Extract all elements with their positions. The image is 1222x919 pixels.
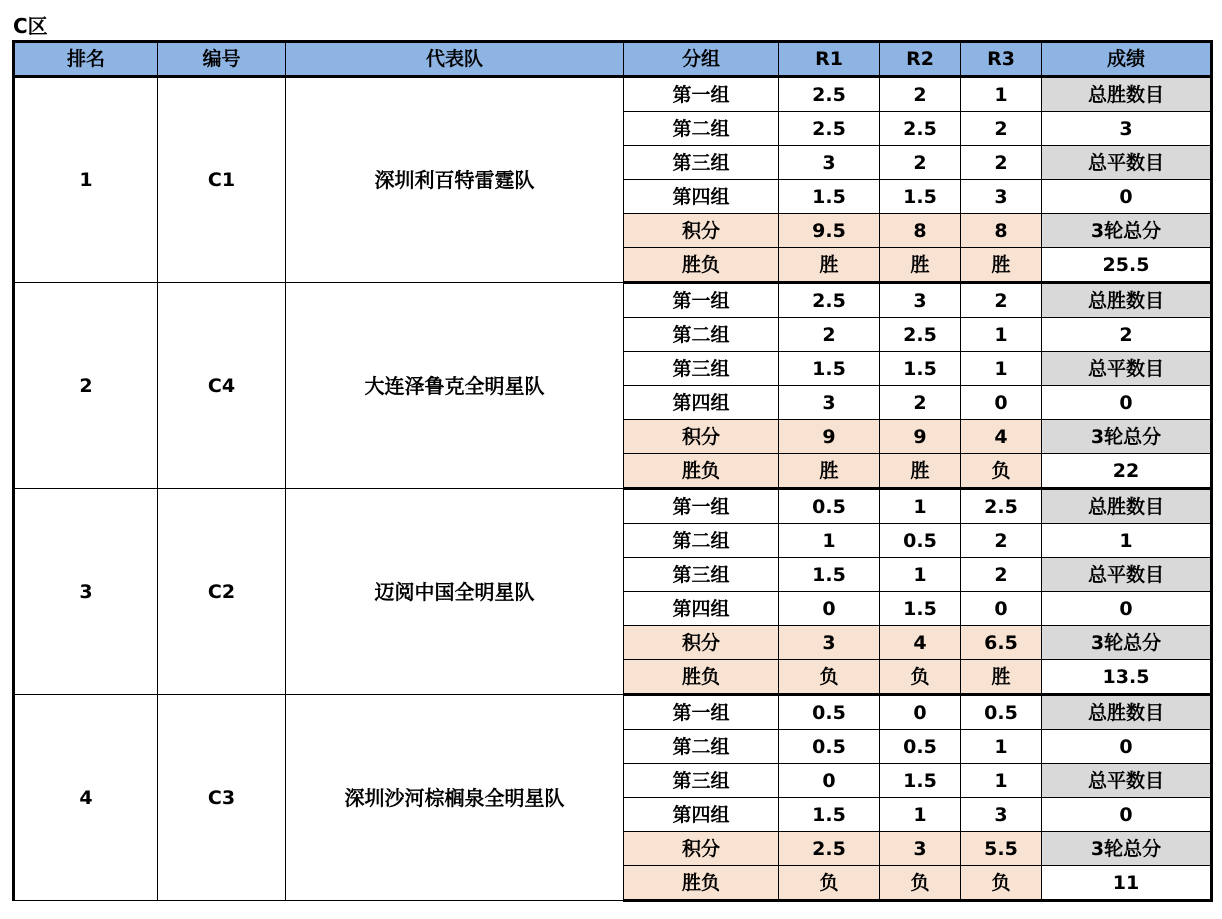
r1-score: 2.5	[779, 77, 880, 112]
team-code: C1	[158, 77, 286, 283]
group-label: 胜负	[624, 454, 779, 489]
result-label: 总平数目	[1042, 764, 1212, 798]
result-value: 2	[1042, 318, 1212, 352]
team-name: 深圳沙河棕榈泉全明星队	[286, 695, 624, 901]
r2-score: 胜	[880, 454, 961, 489]
r1-score: 3	[779, 626, 880, 660]
r1-score: 负	[779, 660, 880, 695]
group-label: 第二组	[624, 318, 779, 352]
header-r1: R1	[779, 42, 880, 77]
team-rank: 2	[14, 283, 158, 489]
r2-score: 4	[880, 626, 961, 660]
group-label: 第三组	[624, 352, 779, 386]
group-label: 第二组	[624, 730, 779, 764]
r1-score: 2.5	[779, 283, 880, 318]
r2-score: 2	[880, 77, 961, 112]
header-group: 分组	[624, 42, 779, 77]
result-value: 25.5	[1042, 248, 1212, 283]
group-label: 第一组	[624, 489, 779, 524]
team-rank: 1	[14, 77, 158, 283]
r2-score: 1.5	[880, 592, 961, 626]
result-label: 3轮总分	[1042, 420, 1212, 454]
team-name: 大连泽鲁克全明星队	[286, 283, 624, 489]
r1-score: 0.5	[779, 695, 880, 730]
r3-score: 1	[961, 318, 1042, 352]
group-label: 第四组	[624, 180, 779, 214]
group-label: 积分	[624, 214, 779, 248]
team-rank: 4	[14, 695, 158, 901]
team-block	[14, 77, 1212, 283]
group-label: 积分	[624, 832, 779, 866]
r2-score: 2	[880, 386, 961, 420]
result-value: 11	[1042, 866, 1212, 901]
group-label: 积分	[624, 420, 779, 454]
team-code: C2	[158, 489, 286, 695]
header-row	[14, 42, 1212, 77]
r1-score: 1.5	[779, 352, 880, 386]
header-r3: R3	[961, 42, 1042, 77]
r3-score: 4	[961, 420, 1042, 454]
result-label: 3轮总分	[1042, 832, 1212, 866]
r2-score: 胜	[880, 248, 961, 283]
r1-score: 2.5	[779, 832, 880, 866]
r1-score: 负	[779, 866, 880, 901]
r1-score: 胜	[779, 454, 880, 489]
result-label: 总胜数目	[1042, 77, 1212, 112]
result-value: 0	[1042, 386, 1212, 420]
r3-score: 8	[961, 214, 1042, 248]
r2-score: 0.5	[880, 524, 961, 558]
r2-score: 3	[880, 283, 961, 318]
group-label: 胜负	[624, 248, 779, 283]
r2-score: 2.5	[880, 112, 961, 146]
result-label: 3轮总分	[1042, 214, 1212, 248]
r1-score: 1.5	[779, 180, 880, 214]
group-label: 第四组	[624, 592, 779, 626]
table-row	[14, 77, 1212, 112]
r3-score: 0.5	[961, 695, 1042, 730]
table-row	[14, 283, 1212, 318]
table-row	[14, 489, 1212, 524]
group-label: 第四组	[624, 386, 779, 420]
r3-score: 1	[961, 730, 1042, 764]
r2-score: 3	[880, 832, 961, 866]
header-result: 成绩	[1042, 42, 1212, 77]
header-rank: 排名	[14, 42, 158, 77]
r2-score: 9	[880, 420, 961, 454]
result-value: 0	[1042, 798, 1212, 832]
r1-score: 9	[779, 420, 880, 454]
team-name: 深圳利百特雷霆队	[286, 77, 624, 283]
result-value: 0	[1042, 592, 1212, 626]
r2-score: 负	[880, 660, 961, 695]
result-label: 总平数目	[1042, 352, 1212, 386]
group-label: 第四组	[624, 798, 779, 832]
team-code: C4	[158, 283, 286, 489]
result-value: 0	[1042, 730, 1212, 764]
result-value: 22	[1042, 454, 1212, 489]
r2-score: 1.5	[880, 352, 961, 386]
r3-score: 2	[961, 146, 1042, 180]
r1-score: 0	[779, 592, 880, 626]
group-label: 第一组	[624, 283, 779, 318]
r1-score: 2	[779, 318, 880, 352]
r1-score: 0.5	[779, 730, 880, 764]
r1-score: 2.5	[779, 112, 880, 146]
header-r2: R2	[880, 42, 961, 77]
group-label: 第三组	[624, 146, 779, 180]
zone-title: C区	[13, 14, 48, 38]
r1-score: 3	[779, 146, 880, 180]
r2-score: 1.5	[880, 180, 961, 214]
r3-score: 1	[961, 352, 1042, 386]
r3-score: 负	[961, 454, 1042, 489]
r3-score: 胜	[961, 248, 1042, 283]
r1-score: 9.5	[779, 214, 880, 248]
r3-score: 1	[961, 77, 1042, 112]
r3-score: 负	[961, 866, 1042, 901]
r3-score: 0	[961, 592, 1042, 626]
r3-score: 0	[961, 386, 1042, 420]
result-label: 3轮总分	[1042, 626, 1212, 660]
team-block	[14, 695, 1212, 901]
r2-score: 0.5	[880, 730, 961, 764]
header-team: 代表队	[286, 42, 624, 77]
team-block	[14, 489, 1212, 695]
group-label: 第三组	[624, 558, 779, 592]
group-label: 积分	[624, 626, 779, 660]
result-value: 3	[1042, 112, 1212, 146]
r2-score: 1	[880, 798, 961, 832]
result-value: 1	[1042, 524, 1212, 558]
group-label: 第一组	[624, 695, 779, 730]
r2-score: 2.5	[880, 318, 961, 352]
r3-score: 2	[961, 524, 1042, 558]
group-label: 胜负	[624, 660, 779, 695]
r2-score: 1.5	[880, 764, 961, 798]
r1-score: 1	[779, 524, 880, 558]
r1-score: 0	[779, 764, 880, 798]
result-label: 总胜数目	[1042, 695, 1212, 730]
r3-score: 1	[961, 764, 1042, 798]
team-code: C3	[158, 695, 286, 901]
result-label: 总胜数目	[1042, 489, 1212, 524]
r1-score: 1.5	[779, 798, 880, 832]
r3-score: 2.5	[961, 489, 1042, 524]
result-label: 总平数目	[1042, 146, 1212, 180]
r1-score: 1.5	[779, 558, 880, 592]
r3-score: 胜	[961, 660, 1042, 695]
r1-score: 胜	[779, 248, 880, 283]
r2-score: 8	[880, 214, 961, 248]
r3-score: 3	[961, 180, 1042, 214]
r2-score: 0	[880, 695, 961, 730]
group-label: 第二组	[624, 524, 779, 558]
group-label: 第二组	[624, 112, 779, 146]
r2-score: 1	[880, 558, 961, 592]
group-label: 第一组	[624, 77, 779, 112]
team-rank: 3	[14, 489, 158, 695]
r2-score: 1	[880, 489, 961, 524]
table-row	[14, 695, 1212, 730]
r3-score: 6.5	[961, 626, 1042, 660]
r1-score: 3	[779, 386, 880, 420]
r2-score: 负	[880, 866, 961, 901]
r3-score: 3	[961, 798, 1042, 832]
r1-score: 0.5	[779, 489, 880, 524]
team-block	[14, 283, 1212, 489]
group-label: 第三组	[624, 764, 779, 798]
r3-score: 5.5	[961, 832, 1042, 866]
r3-score: 2	[961, 558, 1042, 592]
team-name: 迈阅中国全明星队	[286, 489, 624, 695]
r3-score: 2	[961, 283, 1042, 318]
group-label: 胜负	[624, 866, 779, 901]
r3-score: 2	[961, 112, 1042, 146]
result-label: 总胜数目	[1042, 283, 1212, 318]
result-label: 总平数目	[1042, 558, 1212, 592]
result-value: 13.5	[1042, 660, 1212, 695]
result-value: 0	[1042, 180, 1212, 214]
results-table	[12, 40, 1213, 902]
r2-score: 2	[880, 146, 961, 180]
header-code: 编号	[158, 42, 286, 77]
